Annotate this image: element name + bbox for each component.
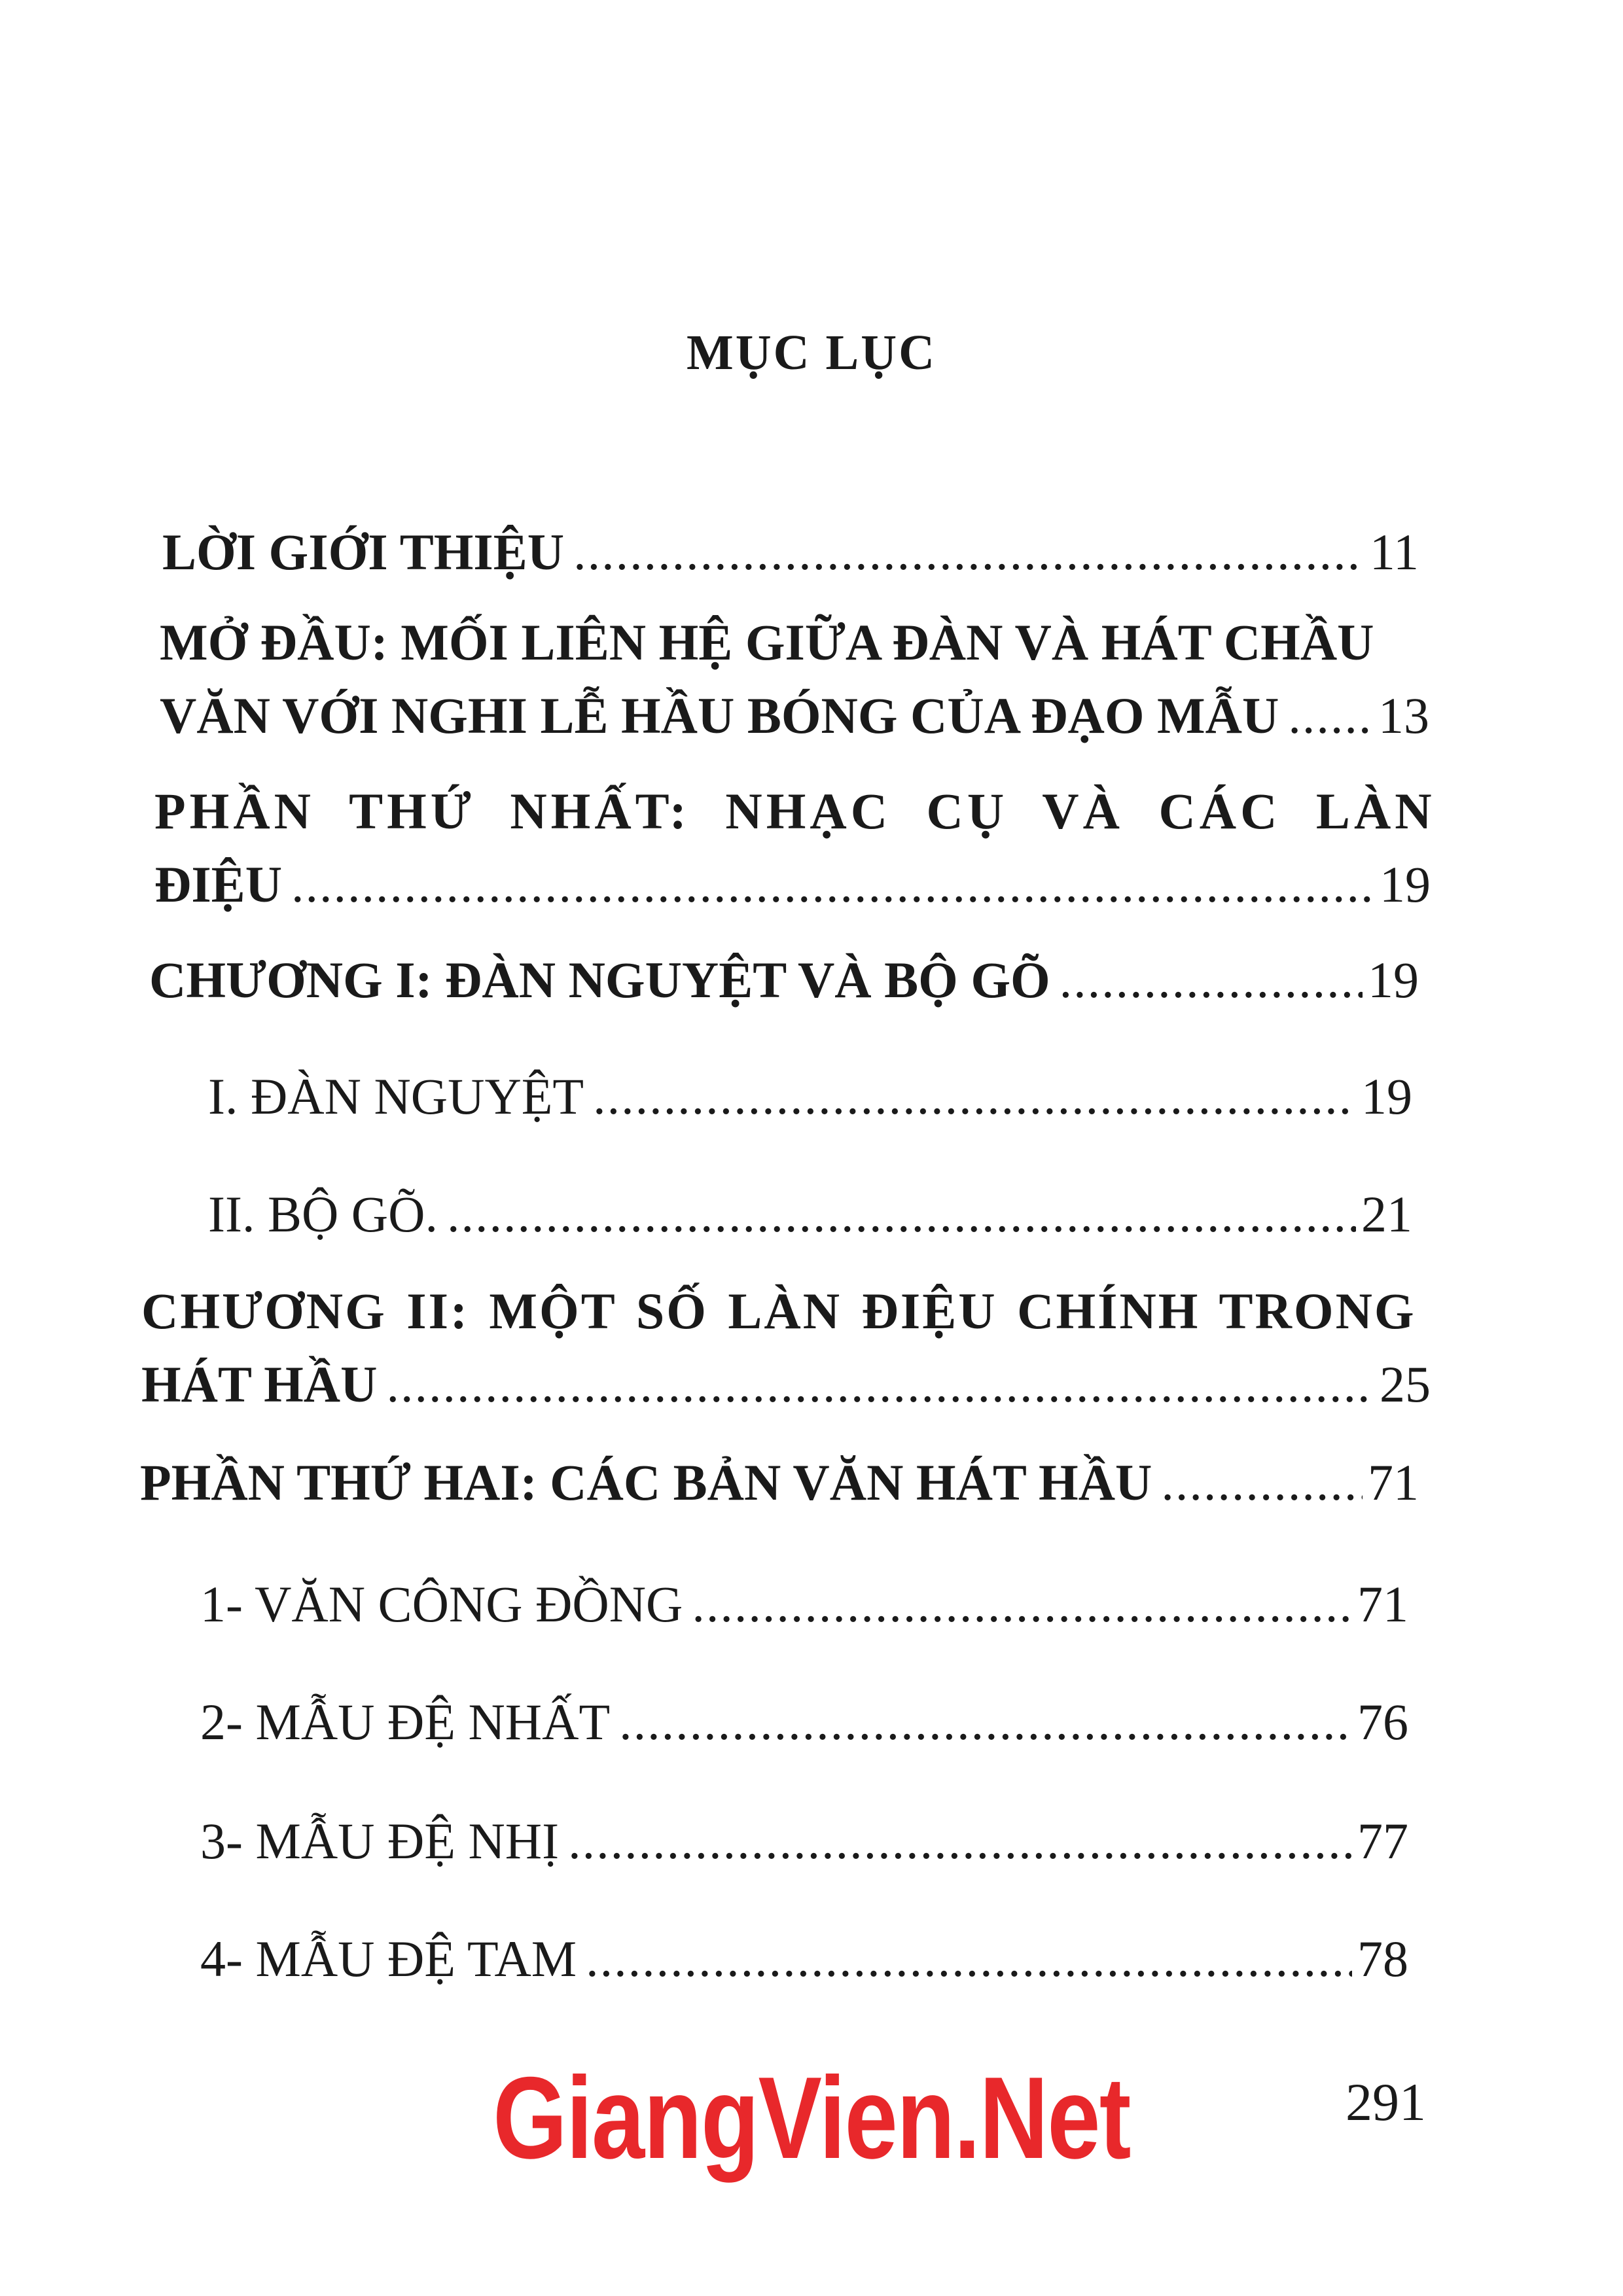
dot-leader xyxy=(291,848,1374,921)
dot-leader xyxy=(619,1686,1352,1759)
toc-entry-title: CHƯƠNG I: ĐÀN NGUYỆT VÀ BỘ GÕ xyxy=(149,951,1050,1008)
toc-page-number: 13 xyxy=(1378,687,1429,744)
page-title: MỤC LỤC xyxy=(687,325,936,380)
watermark-logo: GiangVien.Net xyxy=(493,2053,1130,2183)
toc-page-number: 25 xyxy=(1380,1356,1431,1413)
toc-page-number: 21 xyxy=(1361,1186,1412,1243)
toc-entry[interactable] xyxy=(208,1178,1412,1251)
toc-entry-title: 2- MẪU ĐỆ NHẤT xyxy=(200,1693,611,1750)
toc-entry-title: MỞ ĐẦU: MỐI LIÊN HỆ GIỮA ĐÀN VÀ HÁT CHẦU xyxy=(160,614,1374,671)
dot-leader xyxy=(1288,679,1373,752)
toc-entry-title: HÁT HẦU xyxy=(141,1356,378,1413)
toc-entry[interactable] xyxy=(208,1060,1412,1133)
dot-leader xyxy=(568,1805,1352,1878)
dot-leader xyxy=(447,1178,1356,1251)
toc-entry-title: 4- MẪU ĐỆ TAM xyxy=(200,1930,577,1987)
toc-entry-title: ĐIỆU xyxy=(154,856,283,913)
toc-page-number: 78 xyxy=(1357,1930,1408,1987)
toc-page-number: 71 xyxy=(1357,1576,1408,1633)
toc-page-number: 19 xyxy=(1368,951,1419,1008)
dot-leader xyxy=(692,1568,1352,1641)
dot-leader xyxy=(573,516,1364,589)
toc-page-number: 19 xyxy=(1380,856,1431,913)
toc-entry[interactable] xyxy=(200,1686,1408,1759)
toc-page-number: 19 xyxy=(1361,1068,1412,1125)
toc-entry[interactable] xyxy=(149,944,1419,1017)
toc-entry[interactable] xyxy=(140,1446,1419,1519)
dot-leader xyxy=(1060,944,1363,1017)
toc-entry-line xyxy=(160,606,1429,679)
toc-entry-line xyxy=(154,775,1436,848)
toc-entry-title: CHƯƠNG II: MỘT SỐ LÀN ĐIỆU CHÍNH TRONG xyxy=(141,1282,1416,1339)
toc-entry[interactable] xyxy=(200,1568,1408,1641)
toc-entry-title: I. ĐÀN NGUYỆT xyxy=(208,1068,584,1125)
toc-entry-title: PHẦN THỨ HAI: CÁC BẢN VĂN HÁT HẦU xyxy=(140,1454,1152,1511)
toc-entry-line xyxy=(141,1275,1431,1348)
dot-leader xyxy=(586,1922,1352,1996)
toc-entry[interactable] xyxy=(160,606,1429,752)
toc-entry-title: VĂN VỚI NGHI LỄ HẦU BÓNG CỦA ĐẠO MẪU xyxy=(160,687,1279,744)
dot-leader xyxy=(386,1348,1374,1421)
dot-leader xyxy=(1161,1446,1363,1519)
toc-entry[interactable] xyxy=(200,1922,1408,1996)
toc-entry-title: 1- VĂN CÔNG ĐỒNG xyxy=(200,1576,683,1633)
toc-page-number: 11 xyxy=(1369,523,1419,580)
page-number: 291 xyxy=(1346,2072,1426,2132)
toc-page-number: 77 xyxy=(1357,1812,1408,1869)
toc-entry-title: LỜI GIỚI THIỆU xyxy=(162,523,565,580)
toc-page-number: 71 xyxy=(1368,1454,1419,1511)
toc-entry-title: II. BỘ GÕ. xyxy=(208,1186,438,1243)
toc-entry-title: PHẦN THỨ NHẤT: NHẠC CỤ VÀ CÁC LÀN xyxy=(154,783,1436,839)
toc-entry[interactable] xyxy=(154,775,1436,921)
toc-entry[interactable] xyxy=(162,516,1419,589)
toc-entry-title: 3- MẪU ĐỆ NHỊ xyxy=(200,1812,560,1869)
toc-entry[interactable] xyxy=(141,1275,1431,1421)
toc-entry[interactable] xyxy=(200,1805,1408,1878)
toc-page-number: 76 xyxy=(1357,1693,1408,1750)
dot-leader xyxy=(593,1060,1356,1133)
